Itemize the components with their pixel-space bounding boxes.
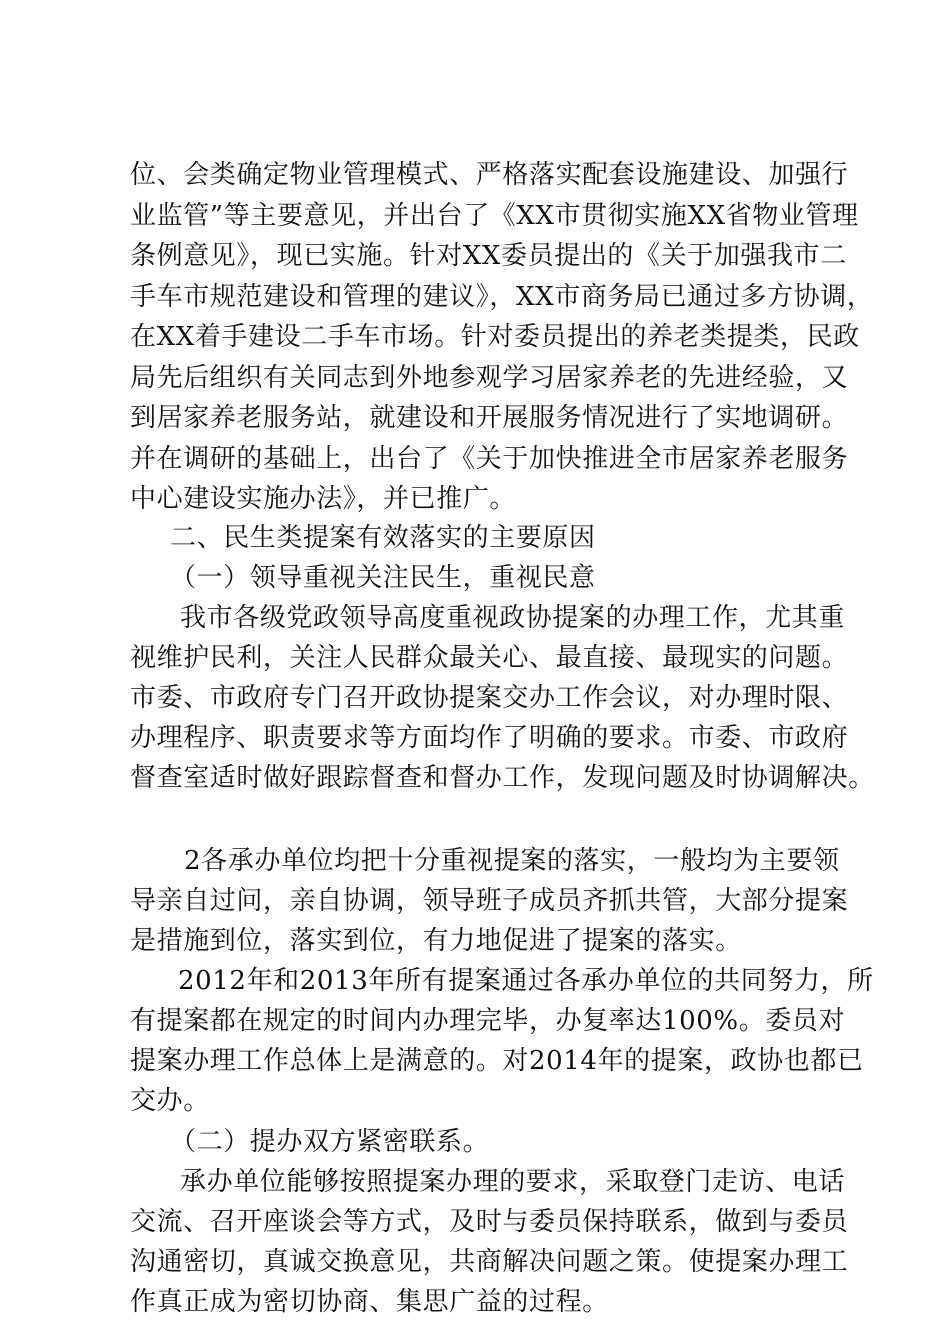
text-line: 业监管”等主要意见，并出台了《XX市贯彻实施XX省物业管理 xyxy=(130,201,859,231)
text-line: 2各承办单位均把十分重视提案的落实，一般均为主要领 xyxy=(184,846,840,876)
text-line: 位、会类确定物业管理模式、严格落实配套设施建设、加强行 xyxy=(130,160,849,190)
text-line: 有提案都在规定的时间内办理完毕，办复率达100%。委员对 xyxy=(130,1006,846,1036)
section-heading: 二、民生类提案有效落实的主要原因 xyxy=(170,523,596,553)
text-line: 交流、召开座谈会等方式，及时与委员保持联系，做到与委员 xyxy=(130,1207,849,1237)
text-line: 督查室适时做好跟踪督查和督办工作，发现问题及时协调解决。 xyxy=(130,763,875,793)
text-line: 承办单位能够按照提案办理的要求，采取登门走访、电话 xyxy=(180,1167,846,1197)
text-line: 作真正成为密切协商、集思广益的过程。 xyxy=(130,1287,609,1317)
text-line: 办理程序、职责要求等方面均作了明确的要求。市委、市政府 xyxy=(130,723,849,753)
text-line: 条例意见》，现已实施。针对XX委员提出的《关于加强我市二 xyxy=(130,241,847,271)
text-line: 交办。 xyxy=(130,1086,210,1116)
text-line: 手车市规范建设和管理的建议》，XX市商务局已通过多方协调， xyxy=(130,282,874,312)
text-line: 局先后组织有关同志到外地参观学习居家养老的先进经验，又 xyxy=(130,363,849,393)
text-line: 是措施到位，落实到位，有力地促进了提案的落实。 xyxy=(130,926,742,956)
text-line: 2012年和2013年所有提案通过各承办单位的共同努力，所 xyxy=(178,966,874,996)
text-line: 提案办理工作总体上是满意的。对2014年的提案，政协也都已 xyxy=(130,1046,864,1076)
text-line: 市委、市政府专门召开政协提案交办工作会议，对办理时限、 xyxy=(130,683,849,713)
text-line: 导亲自过问，亲自协调，领导班子成员齐抓共管，大部分提案 xyxy=(130,886,849,916)
subsection-heading: （二）提办双方紧密联系。 xyxy=(170,1127,490,1157)
text-line: 中心建设实施办法》，并已推广。 xyxy=(130,484,517,514)
text-line: 在XX着手建设二手车市场。针对委员提出的养老类提类，民政 xyxy=(130,322,860,352)
text-line: 沟通密切，真诚交换意见，共商解决问题之策。使提案办理工 xyxy=(130,1247,849,1277)
text-line: 并在调研的基础上，出台了《关于加快推进全市居家养老服务 xyxy=(130,444,849,474)
text-line: 到居家养老服务站，就建设和开展服务情况进行了实地调研。 xyxy=(130,403,849,433)
subsection-heading: （一）领导重视关注民生，重视民意 xyxy=(170,563,596,593)
text-line: 我市各级党政领导高度重视政协提案的办理工作，尤其重 xyxy=(180,603,846,633)
text-line: 视维护民利，关注人民群众最关心、最直接、最现实的问题。 xyxy=(130,643,849,673)
